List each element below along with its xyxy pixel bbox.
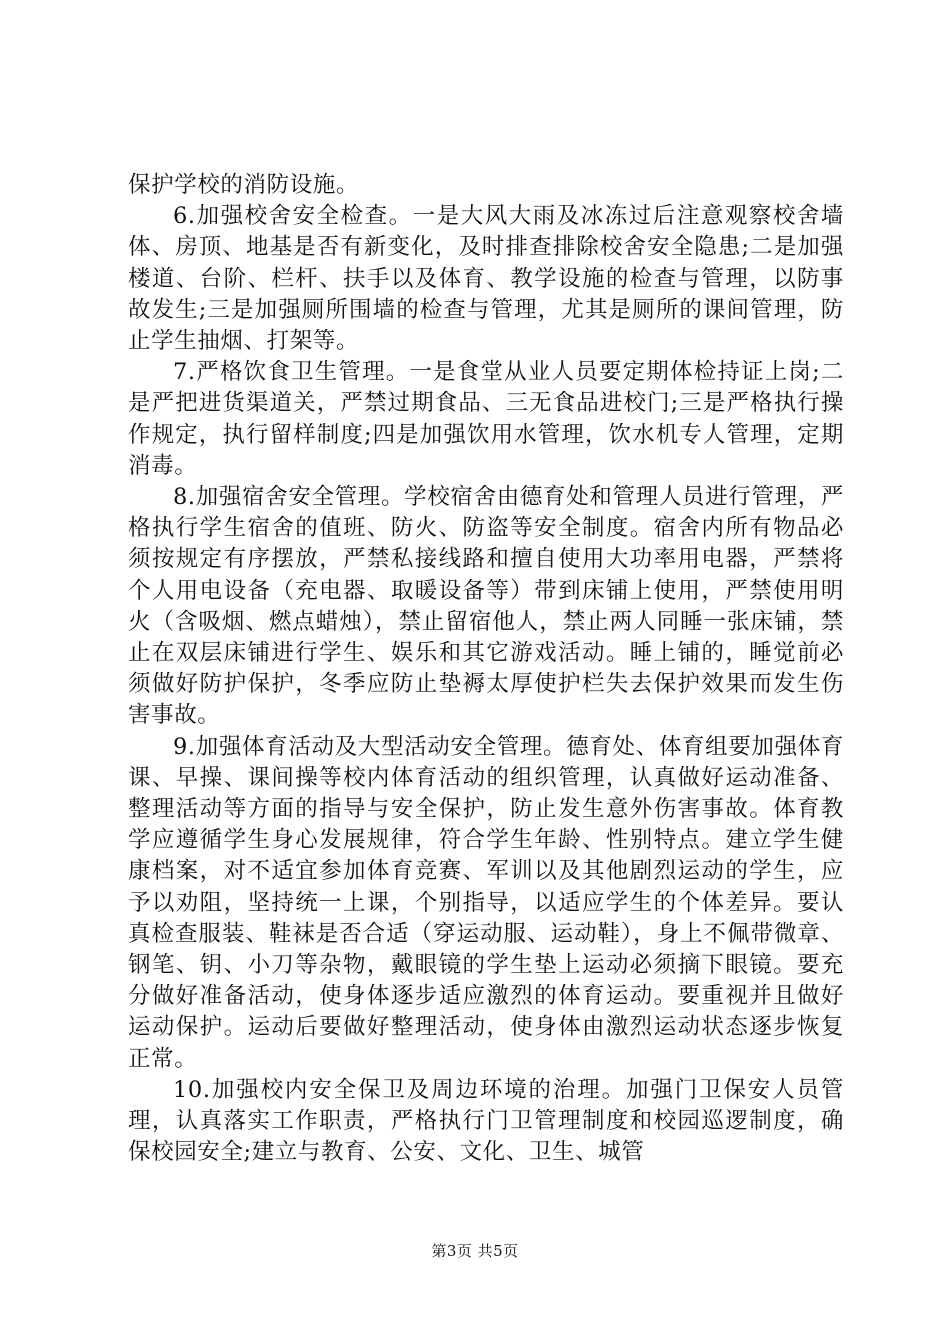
paragraph-item-10: 10.加强校内安全保卫及周边环境的治理。加强门卫保安人员管理，认真落实工作职责，严格执行门卫管理制度和校园巡逻制度，确保校园安全;建立与教育、公安、文化、卫生、城管	[128, 1076, 844, 1166]
document-body	[128, 170, 844, 1169]
paragraph-continuation: 保护学校的消防设施。	[128, 172, 360, 198]
paragraph-item-6: 6.加强校舍安全检查。一是大风大雨及冰冻过后注意观察校舍墙体、房顶、地基是否有新变化，及时排查排除校舍安全隐患;二是加强楼道、台阶、栏杆、扶手以及体育、教学设施的检查与管理，以防事故发生;三是加强厕所围墙的检查与管理，尤其是厕所的课间管理，防止学生抽烟、打架等。	[128, 203, 844, 355]
page-footer: 第3页 共5页	[431, 1242, 519, 1260]
paragraph-item-9: 9.加强体育活动及大型活动安全管理。德育处、体育组要加强体育课、早操、课间操等校内体育活动的组织管理，认真做好运动准备、整理活动等方面的指导与安全保护，防止发生意外伤害事故。体育教学应遵循学生身心发展规律，符合学生年龄、性别特点。建立学生健康档案，对不适宜参加体育竞赛、军训以及其他剧烈运动的学生，应予以劝阻，坚持统一上课，个别指导，以适应学生的个体差异。要认真检查服装、鞋袜是否合适（穿运动服、运动鞋），身上不佩带微章、钢笔、钥、小刀等杂物，戴眼镜的学生垫上运动必须摘下眼镜。要充分做好准备活动，使身体逐步适应激烈的体育运动。要重视并且做好运动保护。运动后要做好整理活动，使身体由激烈运动状态逐步恢复正常。	[128, 733, 844, 1072]
paragraph-item-7: 7.严格饮食卫生管理。一是食堂从业人员要定期体检持证上岗;二是严把进货渠道关，严禁过期食品、三无食品进校门;三是严格执行操作规定，执行留样制度;四是加强饮用水管理，饮水机专人管理，定期消毒。	[128, 359, 844, 479]
paragraph-item-8: 8.加强宿舍安全管理。学校宿舍由德育处和管理人员进行管理，严格执行学生宿舍的值班、防火、防盗等安全制度。宿舍内所有物品必须按规定有序摆放，严禁私接线路和擅自使用大功率用电器，严禁将个人用电设备（充电器、取暖设备等）带到床铺上使用，严禁使用明火（含吸烟、燃点蜡烛），禁止留宿他人，禁止两人同睡一张床铺，禁止在双层床铺进行学生、娱乐和其它游戏活动。睡上铺的，睡觉前必须做好防护保护，冬季应防止垫褥太厚使护栏失去保护效果而发生伤害事故。	[128, 484, 844, 729]
